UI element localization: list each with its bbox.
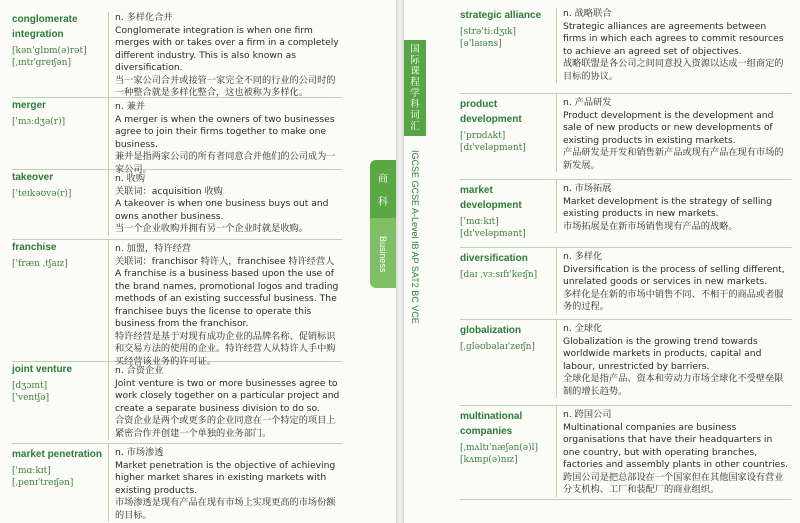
- chinese-definition: 兼并是指两家公司的所有者同意合并他们的公司成为一家公司。: [115, 151, 336, 175]
- term-cell: [460, 180, 552, 240]
- term-phonetic: ['mɑːkɪt]: [12, 466, 51, 476]
- term-phonetic: [ˌɪntɪ'greɪʃən]: [12, 58, 71, 68]
- term-phonetic: ['fræn ˌtʃaɪz]: [12, 259, 68, 269]
- term-cell: [460, 94, 552, 154]
- term-phonetic: [dɪ'veləpmənt]: [460, 143, 526, 153]
- chinese-definition: 当一家公司合并或接管一家完全不同的行业的公司时的一种整合就是多样化整合，这也被称为多样化。: [115, 74, 336, 98]
- series-title: [404, 40, 426, 136]
- entry-conglomerate-integration: [12, 12, 342, 98]
- entry-takeover: [12, 170, 342, 240]
- term-phonetic: [ˌpenɪ'treɪʃən]: [12, 478, 74, 488]
- term-word: diversification: [460, 253, 528, 264]
- term-phonetic: [kʌmp(ə)nɪz]: [460, 455, 518, 465]
- series-char: 科: [410, 99, 420, 110]
- term-word: joint venture: [12, 364, 73, 375]
- term-cell: [12, 98, 104, 128]
- entry-franchise: [12, 240, 342, 367]
- chinese-definition: 特许经营是基于对现有成功企业的品牌名称、促销标识和交易方法的使用的企业。特许经营人从特许人手中购买经营该业务的许可证。: [115, 330, 336, 367]
- term-phonetic: [ˌmʌltɪ'næʃən(ə)l]: [460, 443, 539, 453]
- part-of-speech-translation: n. 市场拓展: [563, 183, 612, 194]
- english-definition: Conglomerate integration is when one firm merges with or takes over a firm in a completely different industry. This is also known as diversification.: [115, 24, 339, 73]
- definition-cell: [108, 444, 342, 522]
- subject-chinese-label: [370, 160, 396, 218]
- english-definition: Joint venture is two or more businesses agree to work closely together on a particular project and create a separate business division to do so.: [115, 377, 340, 414]
- english-definition: Multinational companies are business organisations that have their headquarters in one country, but with operating branches, factories and assembly plants in other countries.: [563, 421, 789, 470]
- term-phonetic: [strə'tiːdʒɪk] [ə'laɪəns]: [460, 27, 517, 49]
- definition-cell: [556, 406, 792, 497]
- subject-english-label: Business: [378, 235, 388, 273]
- book-gutter: [396, 0, 404, 523]
- entry-joint-venture: [12, 362, 342, 444]
- term-word: multinational companies: [460, 411, 523, 437]
- entry-merger: [12, 98, 342, 175]
- term-word: globalization: [460, 325, 522, 336]
- entry-strategic-alliance: [460, 8, 792, 94]
- term-phonetic: ['mɑːkɪt]: [460, 217, 499, 227]
- chinese-definition: 市场渗透是现有产品在现有市场上实现更高的市场份额的目标。: [115, 497, 336, 521]
- definition-cell: [108, 362, 342, 440]
- exam-list: IGCSE GCSE A-Level IB AP SAT2 BC VCE: [410, 150, 420, 324]
- definition-cell: [556, 180, 792, 233]
- entry-market-penetration: [12, 444, 342, 523]
- term-cell: [460, 8, 552, 50]
- series-char: 汇: [410, 121, 420, 132]
- part-of-speech-translation: n. 多样化合并: [115, 12, 173, 23]
- term-cell: [12, 12, 104, 69]
- english-definition: Strategic alliances are agreements between firms in which each agrees to commit resources to achieve an agreed set of objectives.: [563, 20, 784, 57]
- term-phonetic: ['teɪkəʊvə(r)]: [12, 189, 72, 199]
- english-definition: Product development is the development and sale of new products or new developments of existing products in existing markets.: [563, 109, 774, 146]
- part-of-speech-translation: n. 跨国公司: [563, 409, 612, 420]
- series-char: 学: [410, 88, 420, 99]
- part-of-speech-translation: n. 全球化: [563, 323, 603, 334]
- term-phonetic: [dɪ'veləpmənt]: [460, 229, 526, 239]
- term-word: merger: [12, 100, 46, 111]
- part-of-speech-translation: n. 多样化: [563, 251, 603, 262]
- definition-cell: [108, 98, 342, 176]
- series-char: 课: [410, 66, 420, 77]
- series-char: 际: [410, 55, 420, 66]
- part-of-speech-translation: n. 加盟，特许经营: [115, 243, 191, 254]
- definition-cell: [556, 320, 792, 398]
- part-of-speech-translation: n. 市场渗透: [115, 447, 164, 458]
- definition-cell: [556, 248, 792, 314]
- chinese-definition: 产品研发是开发和销售新产品或现有产品在现有市场的新发展。: [563, 147, 784, 171]
- term-word: product development: [460, 99, 522, 125]
- chinese-definition: 当一个企业收购并拥有另一个企业时就是收购。: [115, 223, 308, 234]
- english-definition: Diversification is the process of selling different, unrelated goods or services in new markets.: [563, 263, 785, 287]
- term-cell: [12, 444, 104, 489]
- term-phonetic: ['ventʃə]: [12, 393, 50, 403]
- part-of-speech-translation: n. 收购: [115, 173, 146, 184]
- related-words: 关联词：franchisor 特许人，franchisee 特许经营人: [115, 255, 335, 267]
- term-cell: [460, 320, 552, 353]
- term-word: market development: [460, 185, 522, 211]
- chinese-definition: 市场拓展是在新市场销售现有产品的战略。: [563, 220, 738, 232]
- english-definition: A takeover is when one business buys out and owns another business.: [115, 198, 329, 222]
- term-cell: [12, 362, 104, 404]
- english-definition: A franchise is a business based upon the use of the brand names, promotional logos and trading methods of an existing successful business. The franchisee buys the license to operate this business from the franchisor.: [115, 268, 339, 329]
- english-definition: A merger is when the owners of two businesses agree to join their firms together to make one business.: [115, 113, 335, 150]
- part-of-speech-translation: n. 产品研发: [563, 97, 612, 108]
- definition-cell: [556, 8, 792, 83]
- term-cell: [12, 170, 104, 200]
- part-of-speech-translation: n. 战略联合: [563, 8, 612, 19]
- term-word: takeover: [12, 172, 54, 183]
- term-word: strategic alliance: [460, 10, 542, 21]
- term-phonetic: [dʒɔɪnt]: [12, 381, 48, 391]
- part-of-speech-translation: n. 兼并: [115, 101, 146, 112]
- right-page: [404, 0, 800, 523]
- part-of-speech-translation: n. 合资企业: [115, 365, 164, 376]
- entry-product-development: [460, 94, 792, 180]
- subject-char: 商: [378, 174, 388, 185]
- term-cell: [12, 240, 104, 270]
- term-word: market penetration: [12, 449, 103, 460]
- term-phonetic: [daɪ ˌvɜːsɪfɪ'keɪʃn]: [460, 270, 538, 280]
- english-definition: Market development is the strategy of selling existing products in new markets.: [563, 195, 773, 219]
- english-definition: Market penetration is the objective of achieving higher market shares in existing markets with existing products.: [115, 459, 336, 496]
- chinese-definition: 全球化是指产品、资本和劳动力市场全球化不受壁垒限制的增长趋势。: [563, 373, 784, 397]
- series-char: 国: [410, 44, 420, 55]
- term-phonetic: [kən'glɒm(ə)rət]: [12, 46, 87, 56]
- chinese-definition: 跨国公司是把总部设在一个国家但在其他国家设有营业分支机构、工厂和装配厂的商业组织。: [563, 471, 784, 495]
- subject-tab[interactable]: [370, 160, 396, 288]
- entry-globalization: [460, 320, 792, 406]
- term-word: franchise: [12, 242, 57, 253]
- term-cell: [460, 248, 552, 281]
- entry-multinational-companies: [460, 406, 792, 500]
- series-spine: [404, 40, 426, 340]
- entry-diversification: [460, 248, 792, 320]
- term-word: conglomerate integration: [12, 14, 78, 40]
- related-words: 关联词：acquisition 收购: [115, 185, 223, 197]
- left-page: [0, 0, 396, 523]
- term-phonetic: ['mɜːdʒə(r)]: [12, 117, 66, 127]
- term-phonetic: [ˌgləʊbəlaɪ'zeɪʃn]: [460, 342, 535, 352]
- definition-cell: [108, 170, 342, 236]
- english-definition: Globalization is the growing trend towards worldwide markets in products, capital and labour, unrestricted by barriers.: [563, 335, 762, 372]
- definition-cell: [556, 94, 792, 172]
- subject-char: 科: [378, 197, 388, 208]
- definition-cell: [108, 240, 342, 368]
- definition-cell: [108, 12, 342, 100]
- series-char: 词: [410, 110, 420, 121]
- term-cell: [460, 406, 552, 466]
- chinese-definition: 合资企业是两个或更多的企业同意在一个特定的项目上紧密合作并创建一个单独的业务部门。: [115, 415, 336, 439]
- entry-market-development: [460, 180, 792, 248]
- chinese-definition: 战略联盟是各公司之间同意投入资源以达成一组商定的目标的协议。: [563, 58, 784, 82]
- term-phonetic: ['prɒdʌkt]: [460, 131, 506, 141]
- series-char: 程: [410, 77, 420, 88]
- chinese-definition: 多样化是在新的市场中销售不同、不相干的商品或者服务的过程。: [563, 288, 784, 312]
